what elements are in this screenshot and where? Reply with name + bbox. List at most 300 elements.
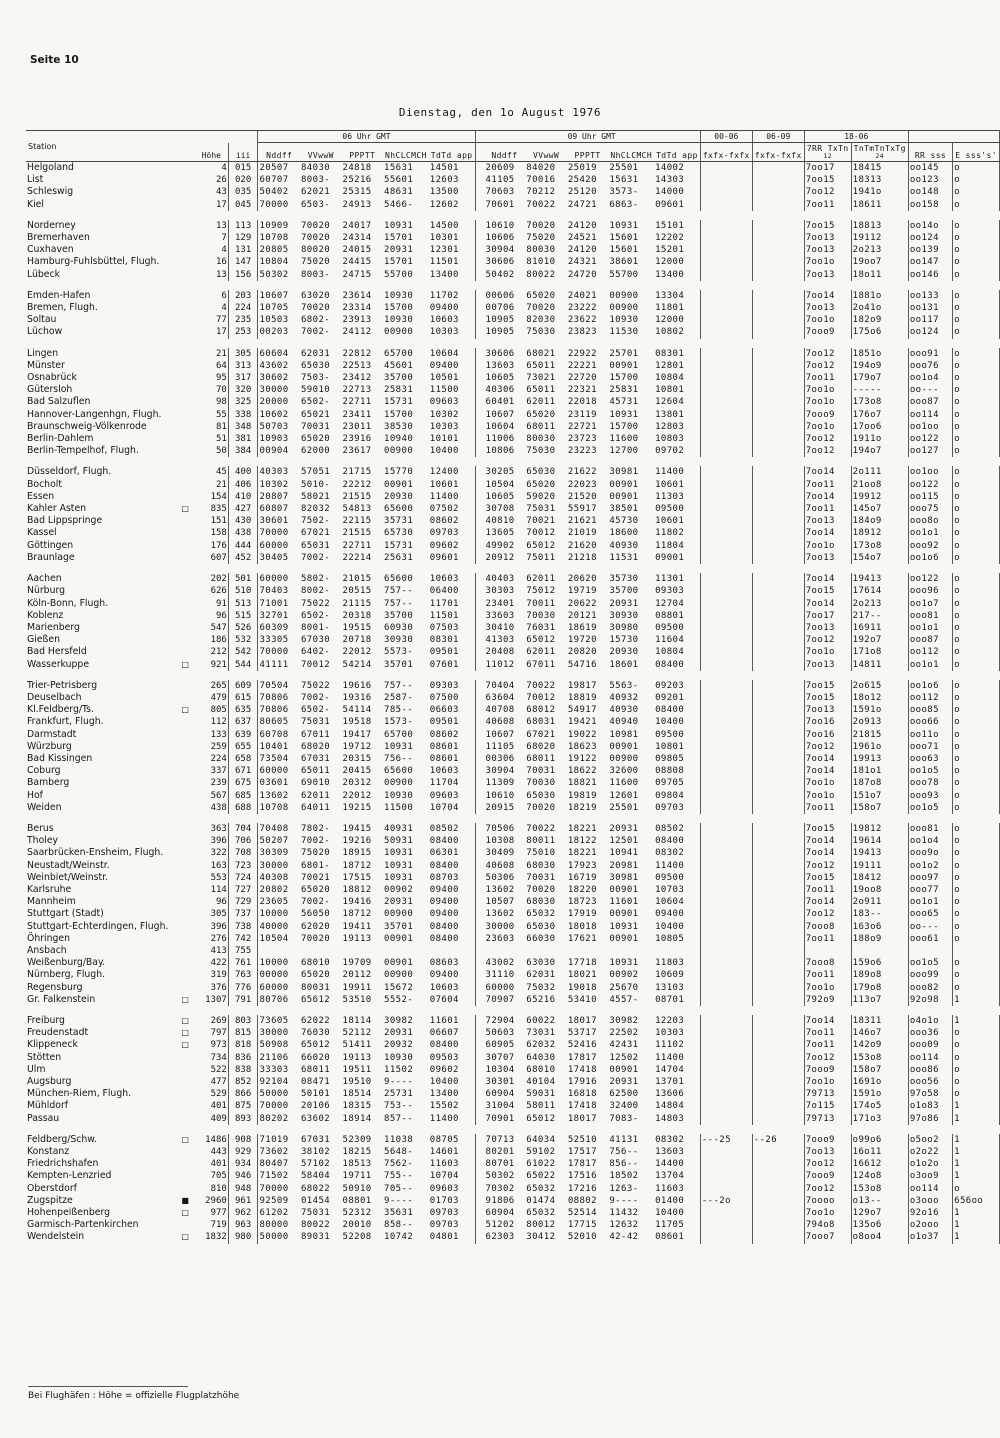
station-name: Kempten-Lenzried [27,1170,112,1182]
obs09-group-4: 08801 [655,610,685,621]
right-col-1: 17oo6 [851,421,908,433]
obs09-group-2 [567,945,609,957]
right-col-3: o [953,479,1000,491]
obs06-group-0: 10000 [259,958,289,969]
station-cell [26,729,195,741]
station-cell [26,433,195,445]
right-col-3: 656oo [953,1195,1000,1207]
obs09-group-0: 60401 [475,396,525,408]
header-period-00-06: 00-06 [700,131,752,143]
obs09-group-2: 55917 [567,504,597,515]
right-col-1: 179o7 [851,372,908,384]
station-cell [26,199,195,211]
obs06-group-4: 12602 [429,199,459,210]
obs06-group-3: 65600 [384,504,414,515]
right-col-3: o [953,232,1000,244]
obs09-group-4: 10400 [655,921,685,932]
station-number-cell: 325 [228,396,258,408]
obs06-group-0: 10909 [259,220,289,231]
right-col-2: ooo87 [908,634,952,646]
right-col-2: 92o98 [908,994,952,1006]
gust-06-09-cell [752,1015,804,1027]
station-cell [26,1076,195,1088]
gust-00-06-cell [700,409,752,421]
right-col-3: o [953,290,1000,302]
obs09-group-2: 24120 [567,245,597,256]
station-cell [26,503,195,515]
station-name: List [27,174,44,186]
table-row [26,220,1000,232]
obs06-group-4: 08400 [429,933,459,944]
obs06-group-0: 21106 [259,1052,289,1063]
right-col-3: o [953,256,1000,268]
hoehe-cell: 1832 [205,1232,227,1243]
right-col-2: 97o86 [908,1113,952,1125]
right-col-0: 7ooo9 [804,1134,851,1146]
right-col-0: 7oo13 [804,1146,851,1158]
gust-00-06-cell [700,433,752,445]
obs09-group-2: 19122 [567,753,597,764]
right-col-1: 1591o [851,704,908,716]
right-col-1: 153o8 [851,1183,908,1195]
obs09-group-2: 18221 [567,848,597,859]
right-col-0: 7oo11 [804,1039,851,1051]
obs09-group-0: 11105 [475,741,525,753]
table-row [26,896,1000,908]
obs06-group-0: 13602 [259,790,289,801]
right-col-2: oo--- [908,921,952,933]
station-name: Nürburg [27,585,66,597]
station-cell [26,823,195,835]
obs09-group-4: 08808 [655,766,685,777]
table-row [26,741,1000,753]
obs09-group-4: 11400 [655,860,685,871]
right-col-3: o [953,491,1000,503]
right-col-0: 7oo12 [804,445,851,457]
station-cell [26,540,195,552]
right-col-0: 7oo12 [804,1183,851,1195]
station-name: Coburg [27,765,61,777]
gust-06-09-cell [752,552,804,564]
table-row [26,1195,1000,1207]
obs09-group-4: 15101 [655,220,685,231]
right-col-0: 7oo1o [804,384,851,396]
obs06-group-1: 68010 [300,958,331,969]
obs06-group-2: 22012 [342,790,372,801]
right-col-0 [804,945,851,957]
obs09-group-1: 68030 [526,897,556,908]
right-col-3: 1 [953,1015,1000,1027]
station-cell [26,835,195,847]
obs09-group-1: 65011 [526,360,556,371]
obs06-group-4: 10303 [429,327,459,338]
right-col-1: 179o8 [851,982,908,994]
gust-06-09-cell [752,515,804,527]
gust-06-09-cell: --26 [752,1134,804,1146]
header-09gmt: 09 Uhr GMT [475,131,700,143]
obs09-group-4: 14000 [655,187,685,198]
station-cell [26,314,195,326]
station-number-cell: 113 [228,220,258,232]
obs06-group-4: 08601 [429,753,459,764]
right-col-2: ooo63 [908,753,952,765]
obs09-group-4: 09500 [655,622,685,633]
right-col-2: o3oo9 [908,1170,952,1182]
obs06-group-3: 15701 [384,233,414,244]
station-name: Marienberg [27,621,80,633]
obs09-group-0: 10605 [475,372,525,384]
station-cell [26,634,195,646]
obs09-group-3: 20931 [609,823,639,834]
obs09-group-3: 00900 [609,303,639,314]
station-name: Hamburg-Fuhlsbüttel, Flugh. [27,256,160,268]
table-row [26,1100,1000,1112]
obs06-group-4: 10400 [429,1077,459,1088]
station-name: Osnabrück [27,372,77,384]
obs06-group-3: 5552- [384,994,414,1005]
gust-06-09-cell [752,314,804,326]
obs09-group-1: 81010 [526,257,556,268]
hoehe-cell: 810 [210,1183,227,1194]
obs06-group-1: 62031 [300,348,331,359]
right-col-3: o [953,326,1000,338]
obs06-group-2: 54114 [342,705,372,716]
obs09-group-3: 40940 [609,717,639,728]
obs06-group-2: 19416 [342,897,372,908]
right-col-1: 19614 [851,835,908,847]
hoehe-cell: 55 [215,409,227,420]
obs09-group-1: 73021 [526,373,556,384]
hoehe-cell: 973 [210,1040,227,1051]
obs09-group-0: 13605 [475,527,525,539]
right-col-0: 7oo11 [804,479,851,491]
station-cell [26,622,195,634]
right-col-2: ooo85 [908,704,952,716]
station-cell [26,1183,195,1195]
station-cell [26,1027,195,1039]
obs09-group-2: 18219 [567,802,597,813]
right-col-0: 7oo1o [804,256,851,268]
gust-00-06-cell [700,659,752,671]
obs09-group-4: 14804 [655,1101,685,1112]
obs09-group-0: 40608 [475,860,525,872]
table-row [26,777,1000,789]
gust-06-09-cell [752,1064,804,1076]
obs06-group-2: 24715 [342,269,372,280]
obs09-group-4: 09702 [655,446,685,457]
obs06-group-4: 09602 [429,1064,459,1075]
obs06-group-1: 6801- [300,860,331,871]
right-col-3: o [953,969,1000,981]
gust-06-09-cell [752,326,804,338]
header-hoehe: Höhe [195,143,228,162]
right-col-0: 7oo11 [804,1027,851,1039]
right-col-0: 7ooo9 [804,1064,851,1076]
obs09-group-2: 53717 [567,1028,597,1039]
station-cell [26,1195,195,1207]
gust-06-09-cell [752,244,804,256]
obs06-group-3: 45601 [384,360,414,371]
obs06-group-0: 10000 [259,909,289,920]
obs09-group-4: 13701 [655,1077,685,1088]
right-col-0: 7oo13 [804,302,851,314]
obs09-group-2: 22922 [567,348,597,359]
obs09-group-3: 40932 [609,692,639,703]
group-spacer [26,671,1000,680]
gust-06-09-cell [752,220,804,232]
gust-06-09-cell [752,1088,804,1100]
obs06-group-1: 70012 [300,659,331,670]
hoehe-cell: 224 [210,753,227,764]
right-col-2: oo11o [908,729,952,741]
right-col-2: ooo61 [908,933,952,945]
hoehe-cell: 186 [210,635,227,646]
right-col-0: 7ooo7 [804,1231,851,1243]
obs09-group-0: 49902 [475,540,525,552]
right-col-3: o [953,680,1000,692]
station-name: Oberstdorf [27,1182,77,1194]
obs06-group-1: 84030 [300,163,331,173]
right-col-0: 7oo14 [804,491,851,503]
right-col-0: 7oo14 [804,598,851,610]
station-name: Zugspitze [27,1194,73,1206]
obs09-group-2: 18017 [567,1016,597,1026]
hoehe-cell: 797 [210,1028,227,1039]
obs06-group-4: 08602 [429,729,459,740]
hoehe-cell: 553 [210,872,227,883]
obs09-group-3: 00901 [609,909,639,920]
hoehe-cell: 305 [210,909,227,920]
station-name: München-Riem, Flugh. [27,1088,132,1100]
hoehe-cell: 6 [221,290,227,301]
right-col-1: 2o913 [851,716,908,728]
station-cell [26,573,195,585]
table-row [26,491,1000,503]
obs06-group-1: 75020 [300,848,331,859]
gust-00-06-cell [700,790,752,802]
obs09-group-1: 66030 [526,933,556,944]
obs06-group-1: 7502- [300,516,331,527]
right-col-0: 7oo1o [804,646,851,658]
obs06-group-4: 11601 [429,1016,459,1026]
right-col-1: 18611 [851,199,908,211]
obs09-group-0: 50306 [475,872,525,884]
right-col-3: o [953,396,1000,408]
obs09-group-2: 20121 [567,610,597,621]
obs09-group-3: 25501 [609,802,639,813]
obs09-group-0: 60904 [475,1207,525,1219]
obs09-group-4: 10400 [655,1208,685,1219]
obs09-group-0: 10905 [475,314,525,326]
obs09-group-3: 32600 [609,766,639,777]
obs06-group-1: 63020 [300,290,331,301]
obs09-group-1: 70031 [526,872,556,883]
obs09-group-3: 45730 [609,516,639,527]
header-iii: iii [228,143,258,162]
header-06-col-4: TdTd app [429,143,475,162]
weather-table-wrap [26,130,1000,1244]
right-col-2: oo1o6 [908,552,952,564]
station-number-cell: 515 [228,610,258,622]
station-name: Weinbiet/Weinstr. [27,871,109,883]
obs09-group-4: 12801 [655,360,685,371]
right-col-0: 7oo12 [804,860,851,872]
gust-00-06-cell [700,982,752,994]
obs09-group-1: 75031 [526,504,556,515]
obs06-group-0: 10708 [259,233,289,244]
right-col-1: 18415 [851,162,908,175]
right-col-1: 2o911 [851,896,908,908]
obs06-group-4: 08502 [429,823,459,834]
table-row [26,527,1000,539]
station-name: Würzburg [27,740,72,752]
gust-00-06-cell [700,908,752,920]
obs09-group-1: 70012 [526,692,556,703]
obs09-group-3: 41131 [609,1134,639,1145]
gust-00-06-cell [700,610,752,622]
gust-06-09-cell [752,610,804,622]
right-col-2: oo1o4 [908,835,952,847]
obs06-group-0: 50302 [259,269,289,280]
obs09-group-3: 10941 [609,848,639,859]
obs09-group-3: 12502 [609,1052,639,1063]
obs09-group-3: 35700 [609,586,639,597]
right-col-3: o [953,908,1000,920]
right-col-2: oo1o6 [908,680,952,692]
obs09-group-3: 856-- [609,1159,639,1170]
right-col-1: 18311 [851,1015,908,1027]
right-col-0: 7oo16 [804,729,851,741]
obs06-group-3: 25831 [384,385,414,396]
obs06-group-0: 03601 [259,778,289,789]
right-col-0: 7oo13 [804,704,851,716]
right-col-3: o [953,348,1000,360]
obs09-group-2: 22023 [567,479,597,490]
station-name: Göttingen [27,539,74,551]
obs09-group-1: 59031 [526,1089,556,1100]
obs06-group-4: 08601 [429,741,459,752]
obs06-group-2: 25216 [342,175,372,186]
station-number-cell: 639 [228,729,258,741]
gust-00-06-cell [700,1183,752,1195]
obs09-group-4: 10601 [655,516,685,527]
right-col-1: 14811 [851,659,908,671]
obs06-group-0: 73602 [259,1147,289,1158]
obs09-group-3: 10931 [609,921,639,932]
gust-06-09-cell [752,777,804,789]
obs06-group-3: 00901 [384,933,414,944]
gust-00-06-cell [700,692,752,704]
obs06-group-3: 15631 [384,163,414,173]
obs06-group-2: 19911 [342,982,372,993]
right-col-3: o [953,1064,1000,1076]
right-col-2: oo1o1 [908,896,952,908]
right-col-0: 7oo1o [804,777,851,789]
right-col-2: o1o83 [908,1100,952,1112]
obs06-group-0: 61202 [259,1208,289,1219]
obs09-group-4: 13400 [655,269,685,280]
hoehe-cell: 835 [210,504,227,515]
table-row [26,729,1000,741]
obs06-group-2: 20315 [342,753,372,764]
right-col-0: 7oo1o [804,790,851,802]
right-col-0: 7oo15 [804,692,851,704]
right-col-1: 21815 [851,729,908,741]
obs06-group-3: 20931 [384,897,414,908]
station-number-cell: 317 [228,372,258,384]
hoehe-cell: 805 [210,705,227,716]
obs09-group-3: 40930 [609,540,639,551]
obs06-group-4: 08703 [429,872,459,883]
header-right-col-5: E sss's' [953,143,1000,162]
obs06-group-1: 59010 [300,385,331,396]
gust-00-06-cell [700,1039,752,1051]
footer-note: Bei Flughäfen : Höhe = offizielle Flugplatzhöhe [28,1391,240,1401]
station-cell [26,994,195,1006]
table-row [26,269,1000,281]
right-col-2: ooo9o [908,847,952,859]
obs06-group-2: 21115 [342,598,372,609]
obs06-group-3: 35631 [384,1208,414,1219]
obs09-group-4: 12202 [655,233,685,244]
obs06-group-4: 09703 [429,528,459,539]
station-name: Karlsruhe [27,883,72,895]
table-row [26,1183,1000,1195]
obs06-group-0: 60000 [259,574,289,585]
hoehe-cell: 96 [215,897,227,908]
station-number-cell: 946 [228,1170,258,1182]
obs09-group-1: 61022 [526,1159,556,1170]
right-col-0: 7oo13 [804,552,851,564]
hoehe-cell: 95 [215,373,227,384]
obs09-group-2: 52010 [567,1232,597,1243]
obs06-group-4: 06603 [429,705,459,716]
obs09-group-4: 11400 [655,467,685,478]
right-col-0: 7oo12 [804,348,851,360]
obs09-group-0: 10308 [475,835,525,847]
gust-00-06-cell [700,1146,752,1158]
right-col-2: oo114 [908,1052,952,1064]
table-row [26,326,1000,338]
obs09-group-3: 3573- [609,187,639,198]
hoehe-cell: 21 [215,348,227,359]
obs06-group-2: 23913 [342,315,372,326]
obs06-group-2: 21515 [342,491,372,502]
gust-00-06-cell [700,765,752,777]
obs06-group-3: 65730 [384,528,414,539]
obs09-group-1: 70212 [526,187,556,198]
right-col-3: o [953,162,1000,175]
obs06-group-2: 24415 [342,257,372,268]
table-row [26,372,1000,384]
obs09-group-0: 30606 [475,348,525,360]
obs09-group-0: 10905 [475,326,525,338]
obs06-group-0: 30405 [259,552,289,563]
right-col-0: 7oooo [804,1195,851,1207]
gust-00-06-cell [700,716,752,728]
table-row [26,716,1000,728]
right-col-2: oo112 [908,646,952,658]
right-col-2: ooo87 [908,396,952,408]
gust-00-06-cell [700,1064,752,1076]
obs06-group-1: 62000 [300,446,331,457]
station-name: Lingen [27,347,59,359]
obs06-group-0: 30000 [259,1028,289,1039]
right-col-1: ----- [851,384,908,396]
right-col-0: 7oo12 [804,1158,851,1170]
obs06-group-4: 01703 [429,1195,459,1206]
right-col-3: 1 [953,1207,1000,1219]
